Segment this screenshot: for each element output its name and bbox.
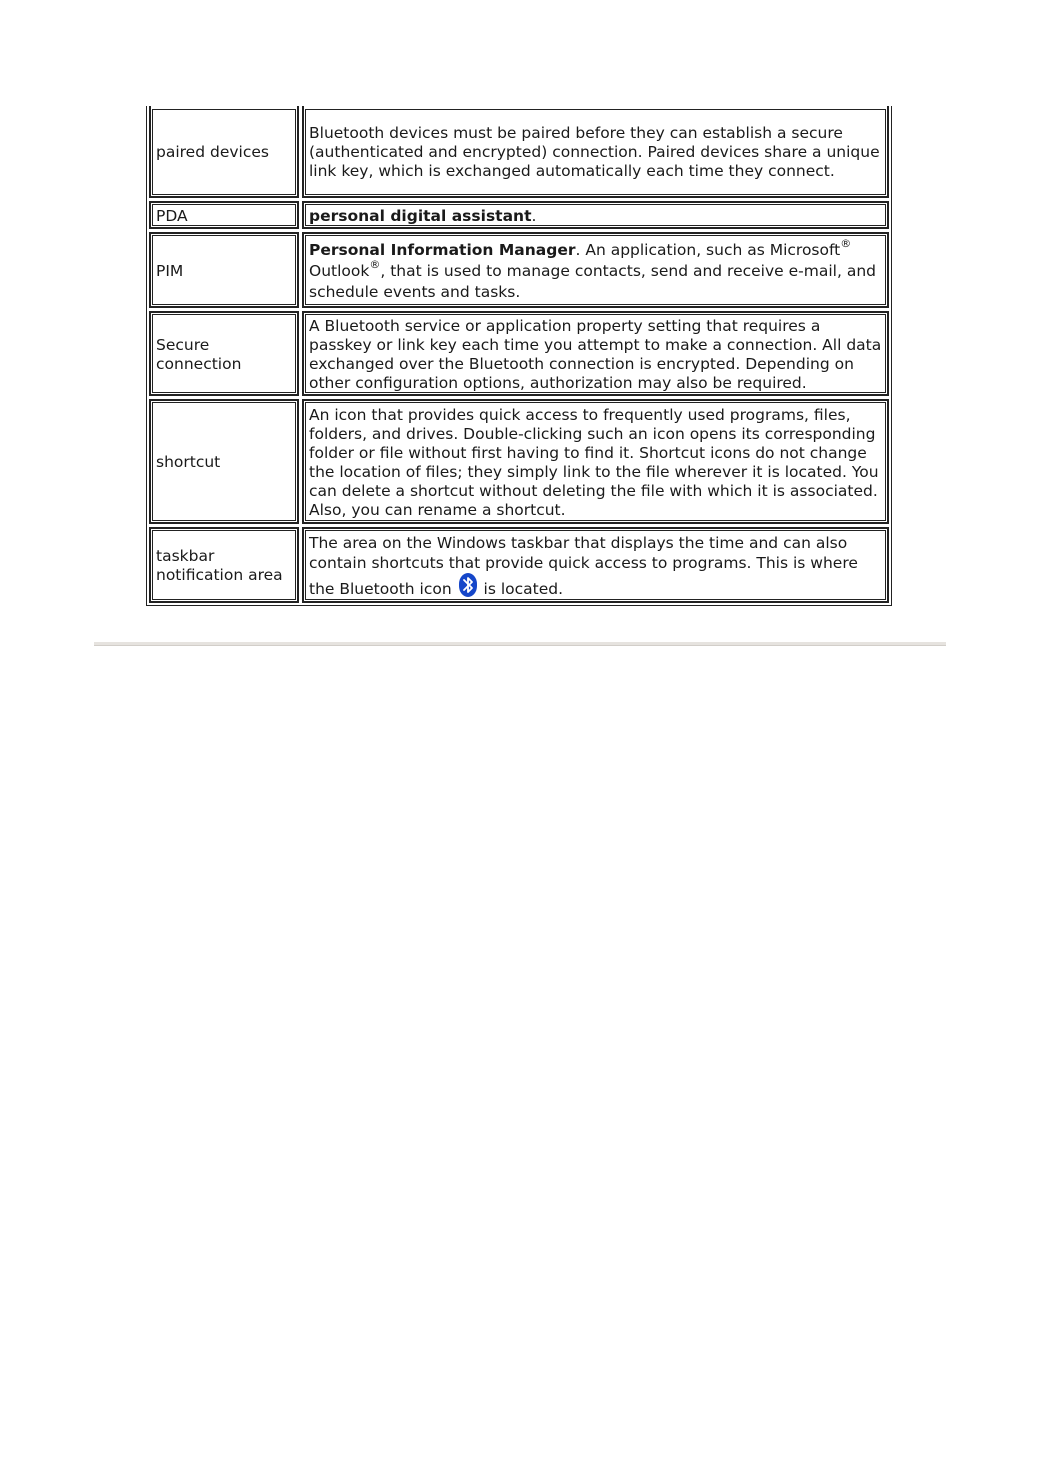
term-taskbar-notification-area <box>149 527 299 603</box>
registered-mark: ® <box>840 237 852 251</box>
glossary-row-shortcut <box>149 399 889 524</box>
definition-text: The area on the Windows taskbar that displays the time and can also contain shortcuts that provide quick access to programs. This is where the Bluetooth icon <box>309 534 858 598</box>
glossary-row-secure-connection <box>149 311 889 396</box>
definition-text: An icon that provides quick access to frequently used programs, files, folders, and drives. Double-clicking such an icon opens its corresponding folder or file without first having to find it. Shortcut icons do not change the location of files; they simply link to the file wherever it is located. You can delete a shortcut without deleting the file with which it is associated. Also, you can rename a shortcut. <box>309 405 879 519</box>
glossary-table <box>146 106 892 606</box>
term-label: PDA <box>156 206 188 225</box>
definition-shortcut <box>302 399 889 524</box>
glossary-row-paired-devices <box>149 106 889 198</box>
definition-paired-devices <box>302 106 889 198</box>
horizontal-divider <box>94 642 946 646</box>
term-pda <box>149 201 299 229</box>
term-secure-connection <box>149 311 299 396</box>
definition-pda <box>302 201 889 229</box>
definition-text: is located. <box>478 580 564 598</box>
registered-mark: ® <box>369 258 381 272</box>
definition-tail: . <box>531 206 537 225</box>
definition-part: Outlook <box>309 261 370 280</box>
term-paired-devices <box>149 106 299 198</box>
definition-text: A Bluetooth service or application property setting that requires a passkey or link key each time you attempt to make a connection. All data exchanged over the Bluetooth connection is encrypted. Depending on other configuration options, authorization may also be required. <box>309 316 882 392</box>
term-shortcut <box>149 399 299 524</box>
term-label: PIM <box>156 261 184 280</box>
definition-bold: personal digital assistant <box>309 206 532 225</box>
term-pim <box>149 232 299 308</box>
bluetooth-icon <box>459 573 477 597</box>
glossary-row-taskbar-notification-area <box>149 527 889 603</box>
glossary-row-pim <box>149 232 889 308</box>
term-label: taskbar notification area <box>156 547 283 584</box>
term-label: Secure connection <box>156 335 242 373</box>
definition-part: , that is used to manage contacts, send and receive e-mail, and schedule events and tasks. <box>309 261 876 301</box>
definition-pim <box>302 232 889 308</box>
term-label: paired devices <box>156 142 269 161</box>
definition-secure-connection <box>302 311 889 396</box>
glossary-row-pda <box>149 201 889 229</box>
definition-taskbar-notification-area <box>302 527 889 603</box>
definition-text: Bluetooth devices must be paired before they can establish a secure (authenticated and encrypted) connection. Paired devices share a unique link key, which is exchanged automatically each time they connect. <box>309 123 880 180</box>
definition-part: . An application, such as Microsoft <box>575 240 841 259</box>
term-label: shortcut <box>156 453 221 471</box>
definition-bold: Personal Information Manager <box>309 240 576 259</box>
